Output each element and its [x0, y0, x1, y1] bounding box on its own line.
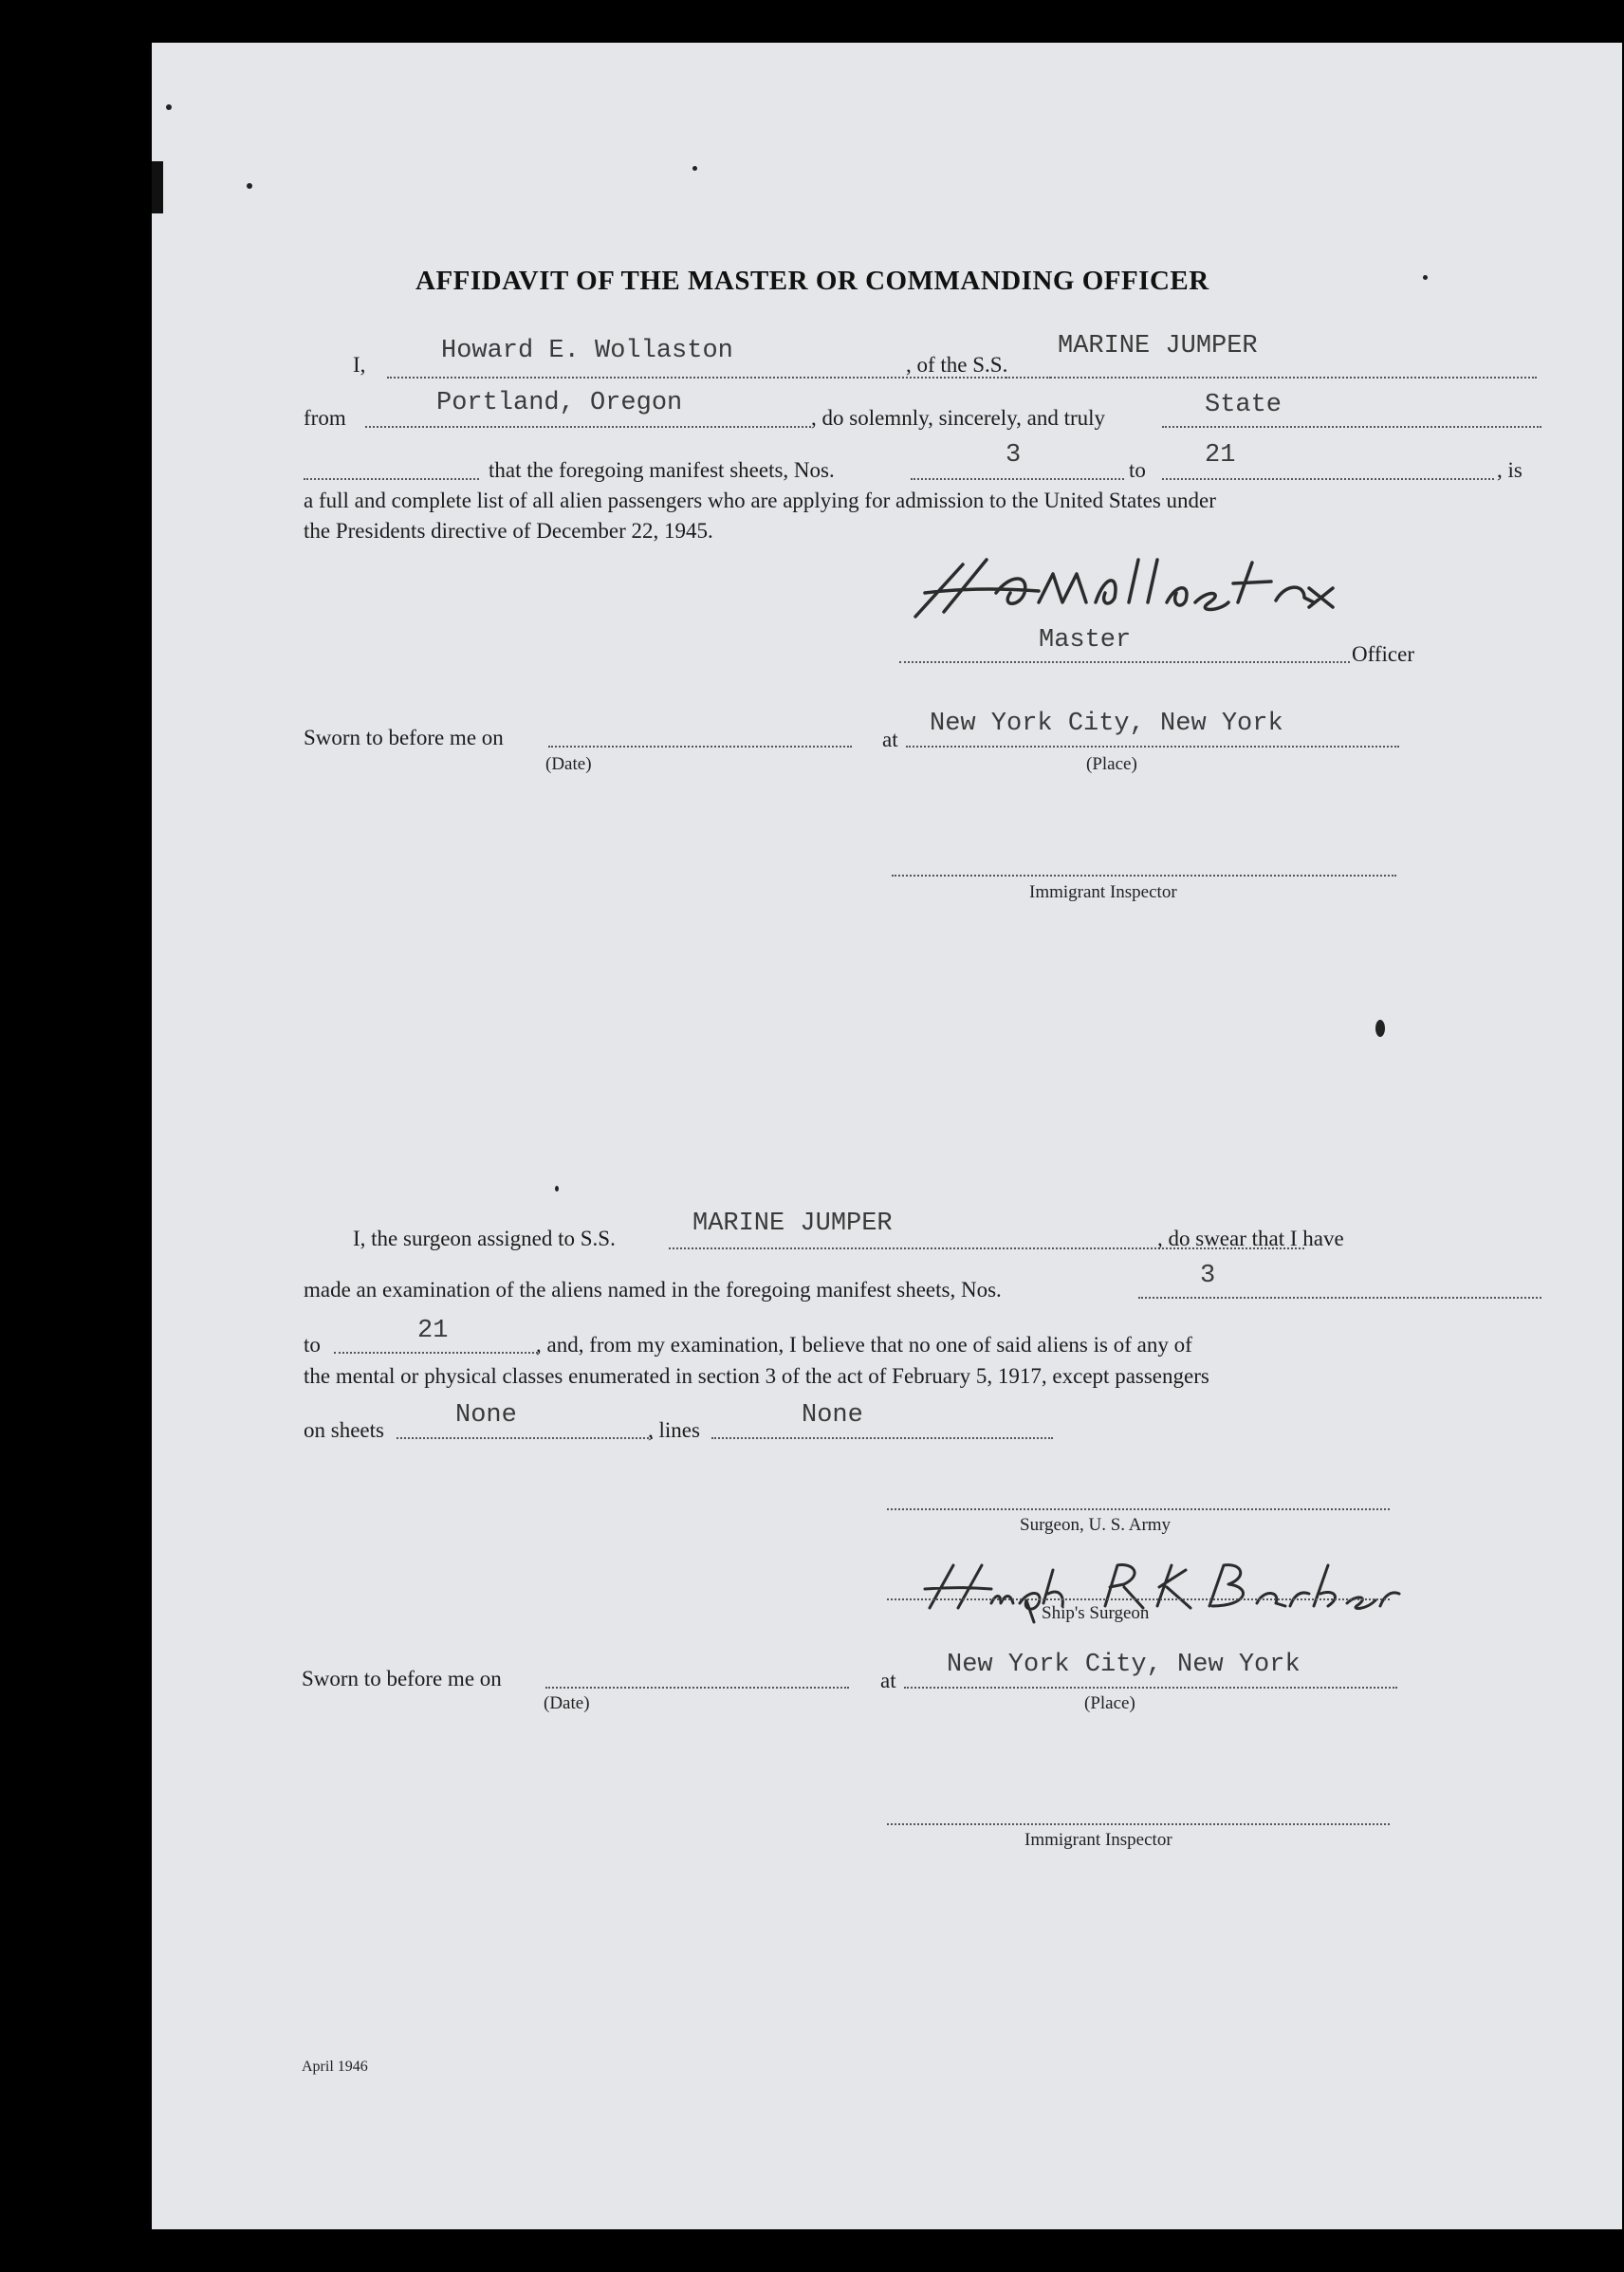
swear-label: , do swear that I have	[1157, 1227, 1344, 1250]
rank-line	[899, 661, 1350, 663]
surgeon-intro-label: I, the surgeon assigned to S.S.	[353, 1227, 616, 1250]
scan-speck	[692, 166, 697, 171]
sworn-label: Sworn to before me on	[304, 726, 504, 749]
sheet-to: 21	[1205, 441, 1236, 470]
body-line-2: the Presidents directive of December 22, 1945.	[304, 519, 713, 543]
scan-speck	[166, 104, 172, 110]
port: Portland, Oregon	[436, 389, 683, 417]
sheet-from: 3	[1006, 441, 1022, 470]
ship-name: MARINE JUMPER	[1058, 332, 1258, 360]
sworn-date-line	[548, 746, 852, 748]
scan-edge-mark	[152, 161, 163, 213]
surgeon-sworn-place: New York City, New York	[947, 1651, 1301, 1679]
is-label: , is	[1497, 458, 1522, 482]
officer-label: Officer	[1352, 642, 1414, 666]
scan-speck	[1423, 275, 1428, 280]
blank-line	[304, 478, 479, 480]
to-label: to	[1129, 458, 1146, 482]
surgeon-sworn-place-line	[904, 1687, 1397, 1689]
surgeon-inspector-line	[887, 1823, 1390, 1825]
surgeon-sheet-to-line	[334, 1352, 538, 1354]
surgeon-inspector-caption: Immigrant Inspector	[1024, 1830, 1172, 1850]
lines-value-line	[711, 1437, 1053, 1439]
scan-speck	[247, 183, 252, 189]
master-name: Howard E. Wollaston	[441, 337, 733, 365]
surgeon-sworn-label: Sworn to before me on	[302, 1667, 502, 1690]
believe-label: , and, from my examination, I believe that no one of said aliens is of any of	[536, 1333, 1192, 1357]
sworn-place-line	[906, 746, 1399, 748]
surgeon-to-label: to	[304, 1333, 321, 1357]
scan-speck	[1375, 1020, 1385, 1037]
document-title: AFFIDAVIT OF THE MASTER OR COMMANDING OFFICER	[415, 266, 1209, 296]
sheet-to-line	[1162, 478, 1494, 480]
sheet-from-line	[911, 478, 1124, 480]
classes-line: the mental or physical classes enumerated in section 3 of the act of February 5, 1917, except passengers	[304, 1364, 1209, 1388]
inspector-signature-line	[892, 875, 1396, 877]
on-sheets-label: on sheets	[304, 1418, 384, 1442]
surgeon-sheet-to: 21	[417, 1317, 449, 1345]
affidavit-page	[152, 43, 1622, 2229]
at-label: at	[882, 728, 898, 751]
surgeon-ship-name: MARINE JUMPER	[692, 1210, 893, 1238]
surgeon-date-caption: (Date)	[544, 1693, 590, 1713]
rank: Master	[1039, 626, 1132, 655]
sheets-value: None	[455, 1401, 517, 1430]
surgeon-place-caption: (Place)	[1084, 1693, 1135, 1713]
verb-line	[1162, 426, 1541, 428]
verb: State	[1205, 391, 1283, 419]
of-the-ss-label: , of the S.S.	[906, 353, 1008, 377]
ships-surgeon-caption: Ship's Surgeon	[1042, 1603, 1150, 1623]
ships-surgeon-line	[887, 1598, 1390, 1600]
form-date: April 1946	[302, 2059, 368, 2075]
ship-name-line	[1006, 377, 1537, 379]
scan-speck	[555, 1186, 559, 1191]
army-surgeon-line	[887, 1508, 1390, 1510]
solemnly-label: , do solemnly, sincerely, and truly	[811, 406, 1106, 430]
place-caption: (Place)	[1086, 754, 1137, 774]
port-line	[365, 426, 811, 428]
army-surgeon-caption: Surgeon, U. S. Army	[1020, 1515, 1172, 1535]
surgeon-at-label: at	[880, 1669, 896, 1692]
date-caption: (Date)	[545, 754, 592, 774]
from-label: from	[304, 406, 346, 430]
exam-label: made an examination of the aliens named in the foregoing manifest sheets, Nos.	[304, 1278, 1002, 1302]
sworn-place: New York City, New York	[930, 710, 1283, 738]
foregoing-label: that the foregoing manifest sheets, Nos.	[489, 458, 835, 482]
lines-value: None	[802, 1401, 863, 1430]
inspector-caption: Immigrant Inspector	[1029, 882, 1177, 902]
surgeon-sheet-from: 3	[1200, 1262, 1216, 1290]
body-line-1: a full and complete list of all alien passengers who are applying for admission to the United States under	[304, 489, 1216, 512]
surgeon-sworn-date-line	[545, 1687, 849, 1689]
surgeon-sheet-from-line	[1138, 1297, 1541, 1299]
lines-label: , lines	[648, 1418, 700, 1442]
sheets-value-line	[397, 1437, 653, 1439]
i-label: I,	[353, 353, 366, 377]
